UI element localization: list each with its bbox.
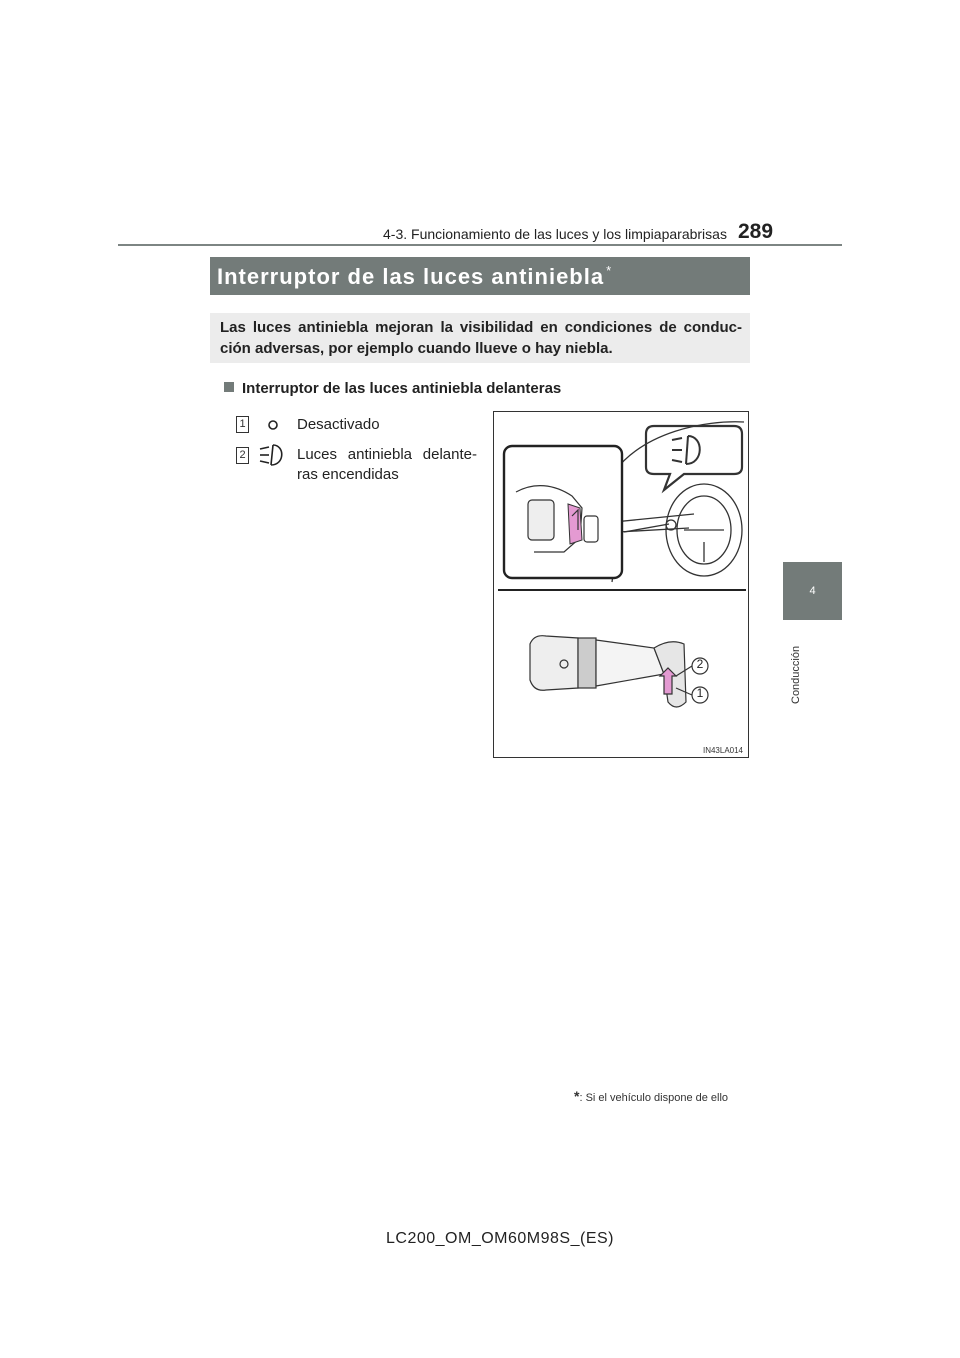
fog-switch-illustration: [493, 411, 749, 758]
asterisk-footnote-mark: *: [574, 1088, 580, 1104]
section-header: 4-3. Funcionamiento de las luces y los limpiaparabrisas: [383, 226, 727, 242]
intro-box: [210, 313, 750, 363]
chapter-number: 4: [809, 585, 816, 597]
intro-line-2: ción adversas, por ejemplo cuando llueve o hay niebla.: [220, 340, 613, 357]
document-code: LC200_OM_OM60M98S_(ES): [386, 1230, 614, 1247]
chapter-label: Conducción: [790, 645, 802, 704]
subheading: Interruptor de las luces antiniebla delanteras: [224, 380, 561, 397]
intro-line-1: Las luces antiniebla mejoran la visibilidad en condiciones de conduc-: [220, 319, 742, 336]
item-2-text-line-2: ras encendidas: [297, 466, 399, 483]
section-title: Interruptor de las luces antiniebla *: [217, 263, 613, 289]
item-1-text: Desactivado: [297, 416, 380, 433]
callout-1: 1: [696, 686, 704, 700]
item-2-number: 2: [236, 447, 249, 464]
page-number: 289: [738, 220, 774, 243]
item-2-text-line-1: Luces antiniebla delante-: [297, 446, 477, 463]
callout-2: 2: [696, 657, 704, 671]
footnote: *: Si el vehículo dispone de ello: [574, 1088, 729, 1104]
section-title-bar: [210, 257, 750, 295]
asterisk-mark: *: [606, 263, 613, 278]
item-1-number: 1: [236, 416, 249, 433]
square-bullet-icon: [224, 382, 234, 392]
chapter-tab[interactable]: [783, 562, 842, 620]
front-fog-light-icon: [258, 443, 288, 467]
header-divider: [118, 244, 842, 246]
figure-code: IN43LA014: [702, 746, 743, 755]
fog-off-icon: [266, 418, 280, 432]
